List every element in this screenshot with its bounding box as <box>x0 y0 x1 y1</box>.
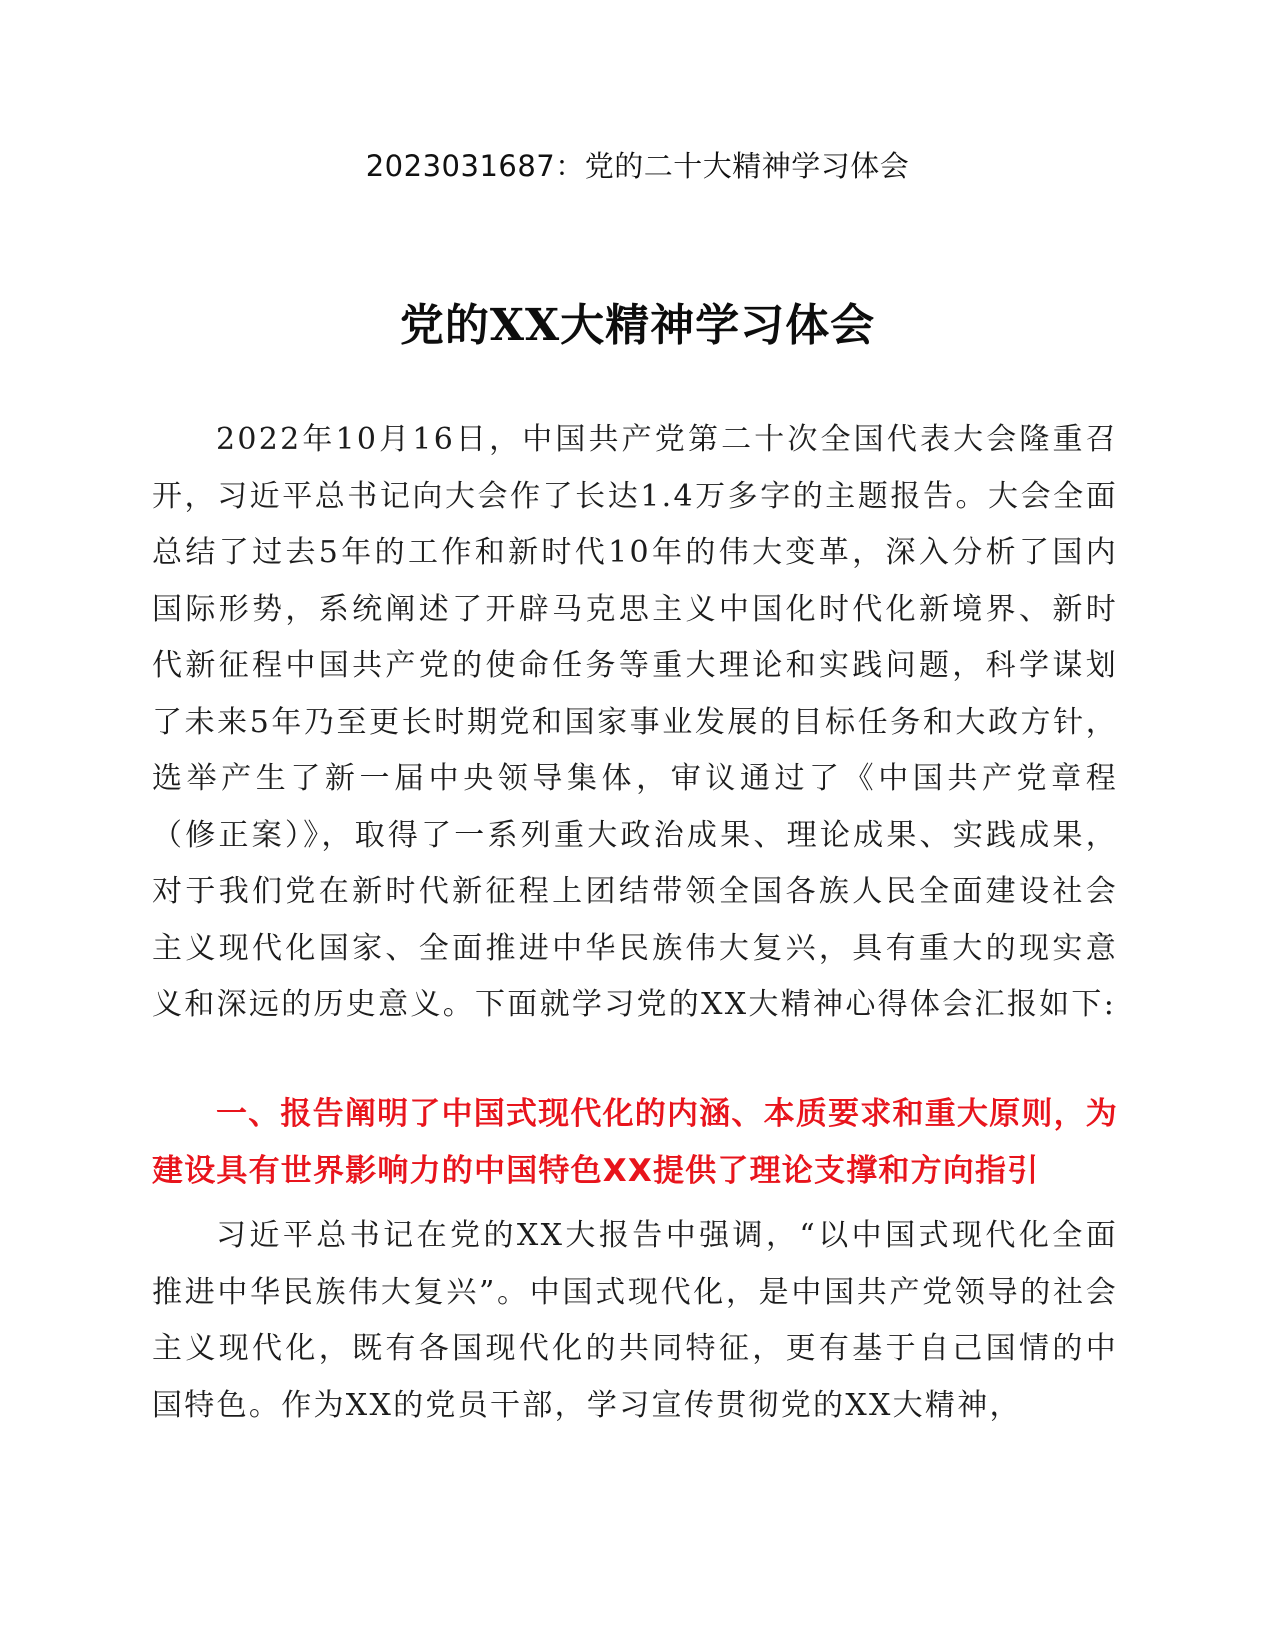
section-heading-1: 一、报告阐明了中国式现代化的内涵、本质要求和重大原则，为建设具有世界影响力的中国特色XX提供了理论支撑和方向指引 <box>152 1096 1118 1189</box>
document-title: 党的XX大精神学习体会 <box>399 300 876 351</box>
body-paragraph-2: 习近平总书记在党的XX大报告中强调，“以中国式现代化全面推进中华民族伟大复兴”。中国式现代化，是中国共产党领导的社会主义现代化，既有各国现代化的共同特征，更有基于自己国情的中国特色。作为XX的党员干部，学习宣传贯彻党的XX大精神， <box>152 1218 1118 1423</box>
body-paragraph-1: 2022年10月16日，中国共产党第二十次全国代表大会隆重召开，习近平总书记向大会作了长达1.4万多字的主题报告。大会全面总结了过去5年的工作和新时代10年的伟大变革，深入分析了国内国际形势，系统阐述了开辟马克思主义中国化时代化新境界、新时代新征程中国共产党的使命任务等重大理论和实践问题，科学谋划了未来5年乃至更长时期党和国家事业发展的目标任务和大政方针，选举产生了新一届中央领导集体，审议通过了《中国共产党章程（修正案）》，取得了一系列重大政治成果、理论成果、实践成果，对于我们党在新时代新征程上团结带领全国各族人民全面建设社会主义现代化国家、全面推进中华民族伟大复兴，具有重大的现实意义和深远的历史意义。下面就学习党的XX大精神心得体会汇报如下: <box>152 422 1118 1022</box>
document-header-line: 2023031687：党的二十大精神学习体会 <box>365 149 910 183</box>
